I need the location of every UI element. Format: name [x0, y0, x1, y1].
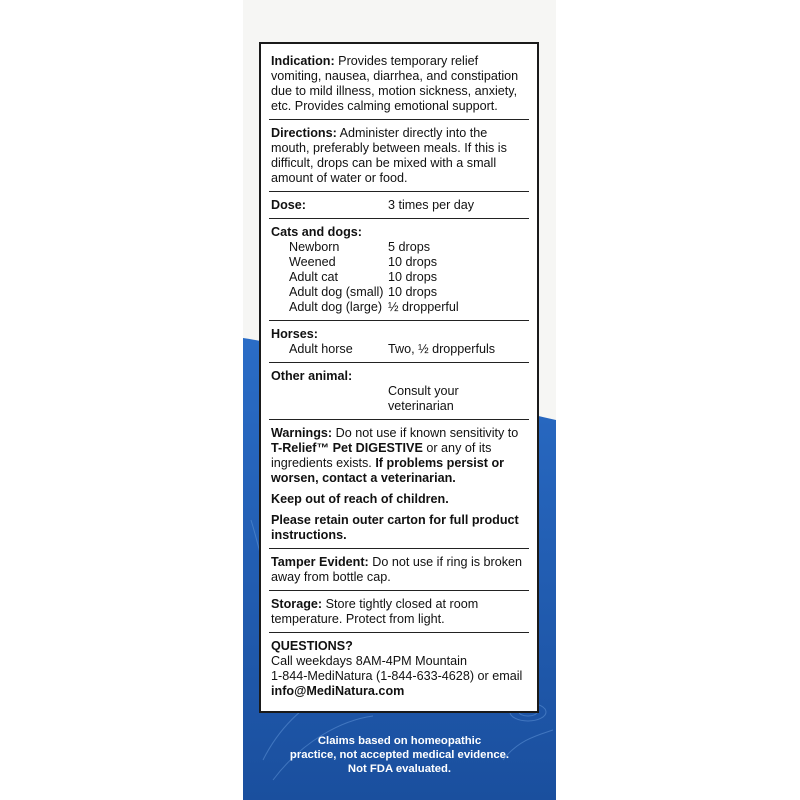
animal-name: Adult cat	[289, 270, 339, 284]
keep-out-text: Keep out of reach of children.	[271, 492, 449, 506]
drop-amount: 10 drops	[388, 270, 438, 284]
horses-label: Horses:	[271, 327, 318, 341]
indication-section	[269, 50, 529, 120]
indication-label: Indication:	[271, 54, 335, 68]
fda-disclaimer	[243, 734, 556, 776]
warnings-bold-text: If problems persist or worsen, contact a veterinarian.	[271, 456, 505, 485]
warnings-section	[269, 420, 529, 549]
animal-name: Adult dog (small)	[289, 285, 384, 299]
dose-row	[271, 255, 527, 270]
dose-section	[269, 192, 529, 219]
email-link[interactable]: info@MediNatura.com	[271, 684, 405, 698]
indication-text: Provides temporary relief vomiting, nausea, diarrhea, and constipation due to mild illness, motion sickness, anxiety, etc. Provides calming emotional support.	[271, 54, 519, 113]
other-animal-section	[269, 363, 529, 420]
animal-name: Adult horse	[289, 342, 353, 356]
retain-carton-text: Please retain outer carton for full product instructions.	[271, 513, 519, 542]
product-name: T-Relief™ Pet DIGESTIVE	[271, 441, 423, 455]
tamper-text: Do not use if ring is broken away from bottle cap.	[271, 555, 523, 584]
warnings-text-2: or any of its ingredients exists.	[271, 441, 492, 470]
dose-row	[271, 300, 527, 315]
storage-text: Store tightly closed at room temperature. Protect from light.	[271, 597, 479, 626]
other-animal-value: Consult your veterinarian	[388, 384, 459, 413]
directions-label: Directions:	[271, 126, 337, 140]
dose-row	[271, 270, 527, 285]
directions-section	[269, 120, 529, 192]
dose-value: 3 times per day	[388, 198, 475, 212]
animal-name: Newborn	[289, 240, 340, 254]
drop-amount: ½ dropperful	[388, 300, 459, 314]
cats-dogs-section	[269, 219, 529, 321]
dose-label: Dose:	[271, 198, 306, 212]
label-text-box	[259, 42, 539, 713]
dose-row	[271, 342, 527, 357]
tamper-label: Tamper Evident:	[271, 555, 369, 569]
drop-amount: 5 drops	[388, 240, 431, 254]
cats-dogs-label: Cats and dogs:	[271, 225, 362, 239]
storage-section	[269, 591, 529, 633]
drop-amount: 10 drops	[388, 285, 438, 299]
storage-label: Storage:	[271, 597, 323, 611]
directions-text: Administer directly into the mouth, preferably between meals. If this is difficult, drops can be mixed with a small amount of water or food.	[271, 126, 507, 185]
questions-line-1: Call weekdays 8AM-4PM Mountain	[271, 654, 467, 668]
warnings-text-1: Do not use if known sensitivity to	[335, 426, 519, 440]
tamper-section	[269, 549, 529, 591]
horses-section	[269, 321, 529, 363]
questions-line-2: 1-844-MediNatura (1-844-633-4628) or email	[271, 669, 523, 683]
animal-name: Adult dog (large)	[289, 300, 383, 314]
questions-section	[269, 633, 529, 704]
dose-row	[271, 285, 527, 300]
warnings-label: Warnings:	[271, 426, 333, 440]
disclaimer-line-3: Not FDA evaluated.	[347, 763, 452, 775]
drop-amount: 10 drops	[388, 255, 438, 269]
animal-name: Weened	[289, 255, 336, 269]
disclaimer-line-2: practice, not accepted medical evidence.	[289, 749, 510, 761]
product-label-panel	[243, 0, 556, 800]
questions-label: QUESTIONS?	[271, 639, 353, 653]
dose-row	[271, 240, 527, 255]
drop-amount: Two, ½ dropperfuls	[388, 342, 496, 356]
disclaimer-line-1: Claims based on homeopathic	[317, 735, 482, 747]
other-animal-label: Other animal:	[271, 369, 353, 383]
